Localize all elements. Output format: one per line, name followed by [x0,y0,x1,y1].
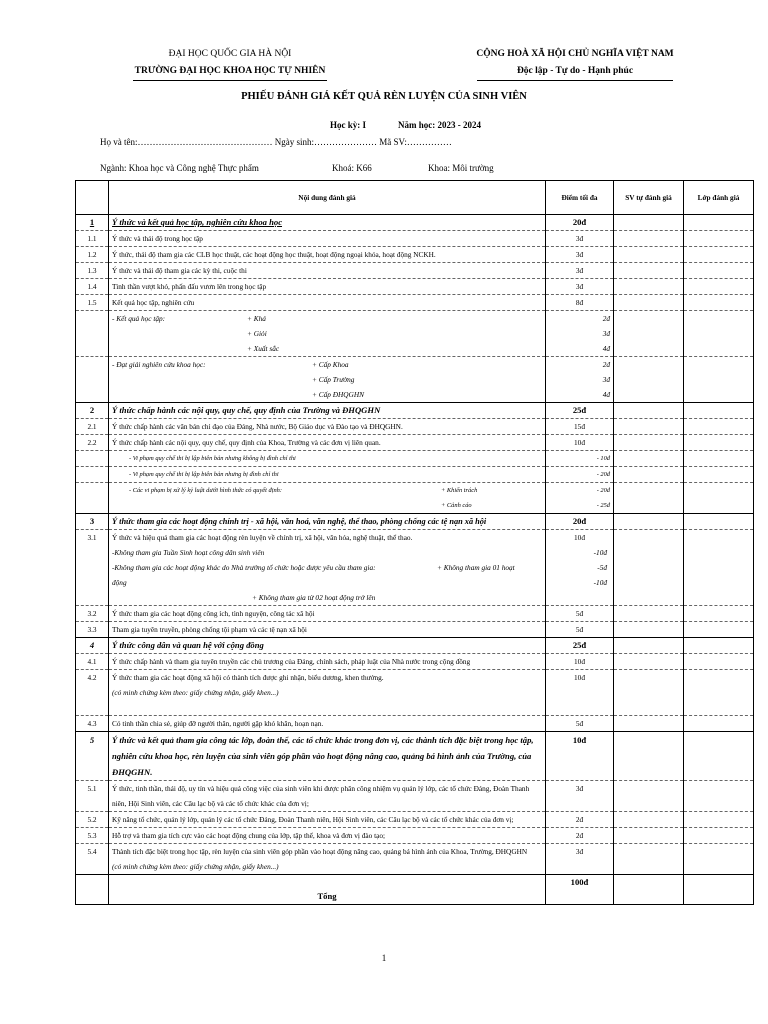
table-row: - Đạt giải nghiên cứu khoa học: + Cấp Khoa + Cấp Trường + Cấp ĐHQGHN 2đ 3đ 4đ [76,357,754,403]
class-eval-cell[interactable] [684,638,754,654]
self-eval-cell[interactable] [614,530,684,606]
self-eval-cell[interactable] [614,812,684,828]
self-eval-cell[interactable] [614,844,684,875]
self-eval-cell[interactable] [614,875,684,905]
class-eval-cell[interactable] [684,263,754,279]
class-eval-cell[interactable] [684,732,754,781]
table-row: 1.3 Ý thức và thái độ tham gia các kỳ thi, cuộc thi 3đ [76,263,754,279]
section-row: 3 Ý thức tham gia các hoạt động chính trị - xã hội, văn hoá, văn nghệ, thể thao, phòng chống các tệ nạn xã hội 20đ [76,514,754,530]
table-row: 1.2 Ý thức, thái độ tham gia các CLB học thuật, các hoạt động học thuật, hoạt động ngoại khóa, hoạt động NCKH. 3đ [76,247,754,263]
self-eval-cell[interactable] [614,654,684,670]
self-eval-cell[interactable] [614,670,684,716]
self-eval-cell[interactable] [614,638,684,654]
evaluation-table [75,180,754,905]
table-header-row [76,181,754,215]
table-row: 4.2 Ý thức tham gia các hoạt động xã hội có thành tích được ghi nhận, biểu dương, khen thưởng. (có minh chứng kèm theo: giấy chứng nhận, giấy khen...) 10đ [76,670,754,716]
class-eval-cell[interactable] [684,828,754,844]
class-eval-cell[interactable] [684,279,754,295]
table-row: 3.2 Ý thức tham gia các hoạt động công ích, tình nguyện, công tác xã hội 5đ [76,606,754,622]
self-eval-cell[interactable] [614,451,684,467]
school-year: Năm học: 2023 - 2024 [398,120,481,130]
self-eval-cell[interactable] [614,716,684,732]
semester: Học kỳ: I [330,120,366,130]
faculty: Khoa: Môi trường [428,163,494,173]
table-row: - Các vi phạm bị xử lý kỷ luật dưới hình thức có quyết định: + Khiển trách + Cảnh cáo - 20đ - 25đ [76,483,754,514]
self-eval-cell[interactable] [614,828,684,844]
table-row: 5.1 Ý thức, tinh thần, thái độ, uy tín và hiệu quả công việc của sinh viên khi được phân công nhiệm vụ quản lý lớp, các tổ chức Đảng, Đoàn Thanh niên, Hội Sinh viên, các Câu lạc bộ và các tổ chức khác của đơn vị; 3đ [76,781,754,812]
self-eval-cell[interactable] [614,215,684,231]
table-row: 3.1 Ý thức và hiệu quả tham gia các hoạt động rèn luyện về chính trị, xã hội, văn hóa, nghệ thuật, thể thao. -Không tham gia Tuần Sinh hoạt công dân sinh viên -Không tham gia các hoạt động khác do Nhà trường tổ chức hoặc được yêu cầu tham gia: + Không tham gia 01 hoạt động + Không tham gia từ 02 hoạt động trở lên 10đ -10đ -5đ -10đ [76,530,754,606]
table-row: 2.2 Ý thức chấp hành các nội quy, quy chế, quy định của Khoa, Trường và các đơn vị liên quan. 10đ [76,435,754,451]
student-info-line: Họ và tên:……………………………………… Ngày sinh:………………… Mã SV:…………… [100,137,452,147]
self-eval-cell[interactable] [614,357,684,403]
self-eval-cell[interactable] [614,403,684,419]
class-eval-cell[interactable] [684,654,754,670]
col-class-eval: Lớp đánh giá [684,181,754,215]
table-row: 4.1 Ý thức chấp hành và tham gia tuyên truyền các chủ trương của Đảng, chính sách, pháp luật của Nhà nước trong cộng đồng 10đ [76,654,754,670]
class-eval-cell[interactable] [684,451,754,467]
col-content: Nội dung đánh giá [109,181,546,215]
section-row: 4 Ý thức công dân và quan hệ với cộng đồng 25đ [76,638,754,654]
self-eval-cell[interactable] [614,467,684,483]
header-right [440,46,710,81]
self-eval-cell[interactable] [614,483,684,514]
class-eval-cell[interactable] [684,311,754,357]
self-eval-cell[interactable] [614,781,684,812]
page-title: PHIẾU ĐÁNH GIÁ KẾT QUẢ RÈN LUYỆN CỦA SINH VIÊN [241,91,527,102]
class-eval-cell[interactable] [684,231,754,247]
self-eval-cell[interactable] [614,732,684,781]
motto: Độc lập - Tự do - Hạnh phúc [440,63,710,81]
section-row: 2 Ý thức chấp hành các nội quy, quy chế, quy định của Trường và ĐHQGHN 25đ [76,403,754,419]
class-eval-cell[interactable] [684,247,754,263]
class-eval-cell[interactable] [684,530,754,606]
class-eval-cell[interactable] [684,295,754,311]
self-eval-cell[interactable] [614,435,684,451]
class-eval-cell[interactable] [684,716,754,732]
self-eval-cell[interactable] [614,279,684,295]
section-row: 5 Ý thức và kết quả tham gia công tác lớp, đoàn thể, các tổ chức khác trong đơn vị, các thành tích đặc biệt trong học tập, nghiên cứu khoa học, rèn luyện của sinh viên góp phần vào hoạt động nâng cao, quảng bá hình ảnh của Trường, của ĐHQGHN. 10đ [76,732,754,781]
country-name: CỘNG HOÀ XÃ HỘI CHỦ NGHĨA VIỆT NAM [476,49,674,59]
major: Ngành: Khoa học và Công nghệ Thực phẩm [100,163,259,173]
page-number: 1 [381,953,387,963]
school-name: TRƯỜNG ĐẠI HỌC KHOA HỌC TỰ NHIÊN [95,63,365,81]
self-eval-cell[interactable] [614,514,684,530]
table-row: 2.1 Ý thức chấp hành các văn bản chỉ đạo của Đảng, Nhà nước, Bộ Giáo dục và Đào tạo và ĐHQGHN. 15đ [76,419,754,435]
cohort: Khoá: K66 [332,163,372,173]
table-row: - Vi phạm quy chế thi bị lập biên bản nhưng không bị đình chỉ thi - 10đ [76,451,754,467]
self-eval-cell[interactable] [614,295,684,311]
table-row: - Kết quả học tập: + Khá + Giỏi + Xuất sắc 2đ 3đ 4đ [76,311,754,357]
table-row: - Vi phạm quy chế thi bị lập biên bản nhưng bị đình chỉ thi - 20đ [76,467,754,483]
self-eval-cell[interactable] [614,622,684,638]
col-max-points: Điểm tối đa [546,181,614,215]
total-row [76,875,754,905]
table-row: 4.3 Có tinh thần chia sẻ, giúp đỡ người thân, người gặp khó khăn, hoạn nạn. 5đ [76,716,754,732]
class-eval-cell[interactable] [684,606,754,622]
table-row: 5.2 Kỹ năng tổ chức, quản lý lớp, quản lý các tổ chức Đảng, Đoàn Thanh niên, Hội Sinh viên, các Câu lạc bộ và các tổ chức khác của đơn vị; 2đ [76,812,754,828]
col-self-eval: SV tự đánh giá [614,181,684,215]
self-eval-cell[interactable] [614,231,684,247]
table-row: 1.5 Kết quả học tập, nghiên cứu 8đ [76,295,754,311]
table-row: 1.4 Tinh thần vượt khó, phấn đấu vươn lên trong học tập 3đ [76,279,754,295]
table-row: 3.3 Tham gia tuyên truyền, phòng chống tội phạm và các tệ nạn xã hội 5đ [76,622,754,638]
self-eval-cell[interactable] [614,263,684,279]
class-eval-cell[interactable] [684,483,754,514]
total-label: Tổng [109,875,546,905]
class-eval-cell[interactable] [684,812,754,828]
total-points: 100đ [546,875,614,905]
class-eval-cell[interactable] [684,670,754,716]
class-eval-cell[interactable] [684,622,754,638]
class-eval-cell[interactable] [684,514,754,530]
class-eval-cell[interactable] [684,467,754,483]
self-eval-cell[interactable] [614,247,684,263]
class-eval-cell[interactable] [684,875,754,905]
table-row: 1.1 Ý thức và thái độ trong học tập 3đ [76,231,754,247]
section-row: 1 Ý thức và kết quả học tập, nghiên cứu khoa học 20đ [76,215,754,231]
class-eval-cell[interactable] [684,215,754,231]
table-row: 5.4 Thành tích đặc biệt trong học tập, rèn luyện của sinh viên góp phần vào hoạt động nâng cao, quảng bá hình ảnh của Khoa, Trường, ĐHQGHN (có minh chứng kèm theo: giấy chứng nhận, giấy khen...) 3đ [76,844,754,875]
class-eval-cell[interactable] [684,357,754,403]
class-eval-cell[interactable] [684,435,754,451]
class-eval-cell[interactable] [684,419,754,435]
university-name: ĐẠI HỌC QUỐC GIA HÀ NỘI [168,49,292,59]
self-eval-cell[interactable] [614,311,684,357]
self-eval-cell[interactable] [614,606,684,622]
self-eval-cell[interactable] [614,419,684,435]
table-row: 5.3 Hỗ trợ và tham gia tích cực vào các hoạt động chung của lớp, tập thể, khoa và đơn vị đào tạo; 2đ [76,828,754,844]
class-eval-cell[interactable] [684,844,754,875]
header-left [95,46,365,81]
class-eval-cell[interactable] [684,781,754,812]
class-eval-cell[interactable] [684,403,754,419]
